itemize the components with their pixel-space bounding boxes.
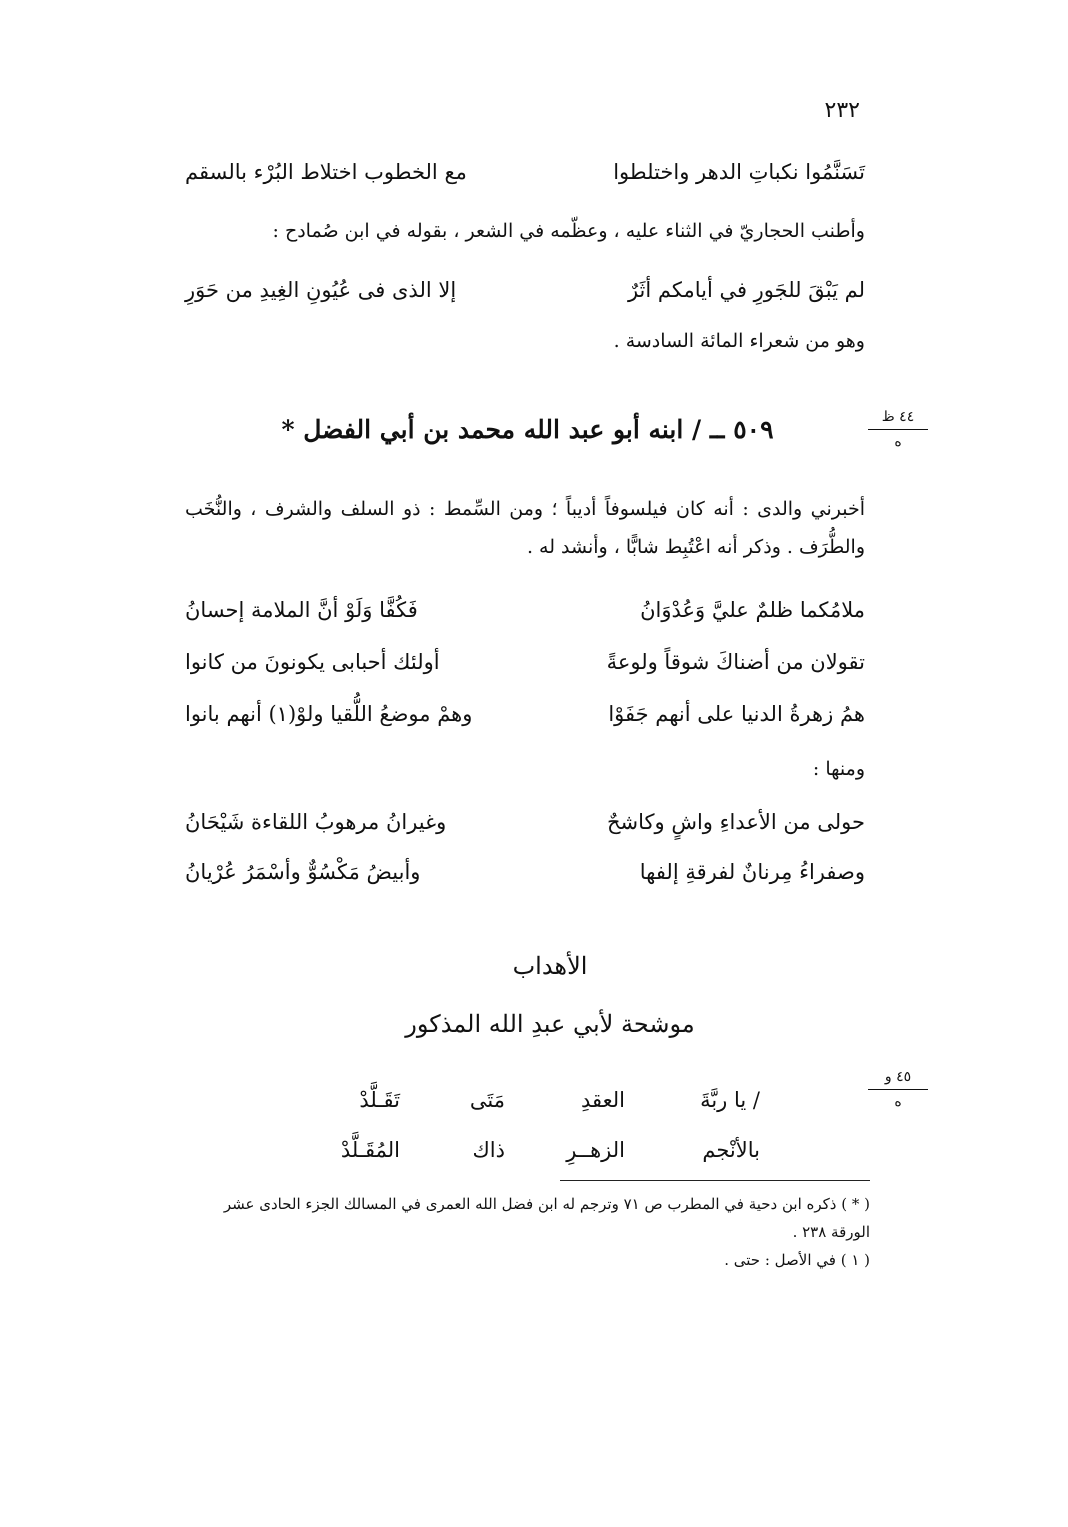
section-title: الأهداب bbox=[512, 952, 588, 980]
hemistich-second: وغيرانُ مرهوبُ اللقاءة شَيْحَانُ bbox=[185, 810, 447, 834]
hemistich-first: تَسَنَّمُوا نكباتِ الدهر واختلطوا bbox=[613, 160, 865, 184]
muwashshah-line bbox=[300, 1138, 780, 1178]
verse-line bbox=[185, 160, 865, 204]
footnote: ( * ) ذكره ابن دحية في المطرب ص ٧١ وترجم له ابن فضل الله العمرى في المسالك الجزء الحادى عشر الورقة ٢٣٨ . bbox=[223, 1195, 870, 1241]
verse-line bbox=[185, 860, 865, 904]
muwashshah-segment: العقدِ bbox=[580, 1088, 625, 1112]
entry-heading: ٥٠٩ ــ / ابنه أبو عبد الله محمد بن أبي الفضل * bbox=[281, 415, 774, 444]
manuscript-folio-note bbox=[868, 1068, 928, 1111]
prose-line: ومنها : bbox=[812, 758, 865, 780]
folio-number: ٤٥ و bbox=[884, 1069, 912, 1085]
muwashshah-segment: بالأنْجم bbox=[702, 1138, 760, 1162]
muwashshah-segment: الزهــرِ bbox=[566, 1138, 625, 1162]
muwashshah-line bbox=[300, 1088, 780, 1128]
prose-paragraph: وأطنب الحجاريّ في الثناء عليه ، وعظّمه في الشعر ، بقوله في ابن صُمادح : bbox=[272, 220, 865, 242]
folio-marker: ه bbox=[894, 1094, 902, 1110]
verse-line bbox=[185, 650, 865, 694]
verse-line bbox=[185, 810, 865, 854]
hemistich-first: ملامُكما ظلمٌ عليَّ وَعُدْوَانُ bbox=[640, 598, 865, 622]
muwashshah-segment: تَقَـلَّدْ bbox=[359, 1088, 400, 1112]
footnote: ( ١ ) في الأصل : حتى . bbox=[724, 1251, 870, 1269]
footnote-separator bbox=[560, 1180, 870, 1181]
hemistich-second: إلا الذى فى عُيُونِ الغِيدِ من حَوَرِ bbox=[185, 278, 457, 302]
hemistich-first: همُ زهرةُ الدنيا على أنهم جَفَوْا bbox=[608, 702, 865, 726]
hemistich-first: وصفراءُ مِرنانٌ لفرقةِ إلفها bbox=[639, 860, 865, 884]
page-number: ٢٣٢ bbox=[824, 98, 860, 123]
hemistich-second: مع الخطوب اختلاط البُرْء بالسقم bbox=[185, 160, 467, 184]
hemistich-second: فَكُفَّا وَلَوْ أنَّ الملامة إحسانُ bbox=[185, 598, 418, 622]
prose-line: وهو من شعراء المائة السادسة . bbox=[613, 330, 865, 352]
verse-line bbox=[185, 702, 865, 746]
muwashshah-segment: ذاك bbox=[472, 1138, 505, 1162]
manuscript-folio-note bbox=[868, 408, 928, 451]
folio-number: ٤٤ ظ bbox=[881, 409, 915, 425]
hemistich-second: وهمْ موضعُ اللُّقيا ولوْ(١) أنهم بانوا bbox=[185, 702, 473, 726]
folio-divider bbox=[868, 429, 928, 430]
hemistich-first: لم يَبْقَ للجَورِ في أيامكم أثَرٌ bbox=[627, 278, 865, 302]
muwashshah-segment: / يا ربَّةَ bbox=[700, 1088, 760, 1112]
hemistich-first: حولى من الأعداءِ واشٍ وكاشحٌ bbox=[606, 810, 865, 834]
hemistich-second: وأبيضُ مَكْسُوٌّ وأسْمَرُ عُرْيانُ bbox=[185, 860, 421, 884]
folio-divider bbox=[868, 1089, 928, 1090]
footnotes bbox=[190, 1190, 870, 1274]
folio-marker: ه bbox=[894, 434, 902, 450]
verse-line bbox=[185, 598, 865, 642]
hemistich-first: تقولان من أضناكَ شوقاً ولوعةً bbox=[606, 650, 865, 674]
muwashshah-segment: المُقَـلَّدْ bbox=[340, 1138, 400, 1162]
prose-paragraph: أخبرني والدى : أنه كان فيلسوفاً أديباً ؛ ومن السِّمط : ذو السلف والشرف ، والنُّخَب والطُّرَف . وذكر أنه اعْتُبِط شابًّا ، وأنشد له . bbox=[185, 498, 865, 558]
verse-line bbox=[185, 278, 865, 322]
section-subtitle: موشحة لأبي عبدِ الله المذكور bbox=[405, 1010, 695, 1038]
hemistich-second: أولئك أحبابى يكونونَ من كانوا bbox=[185, 650, 440, 674]
muwashshah-segment: مَتَى bbox=[469, 1088, 505, 1112]
